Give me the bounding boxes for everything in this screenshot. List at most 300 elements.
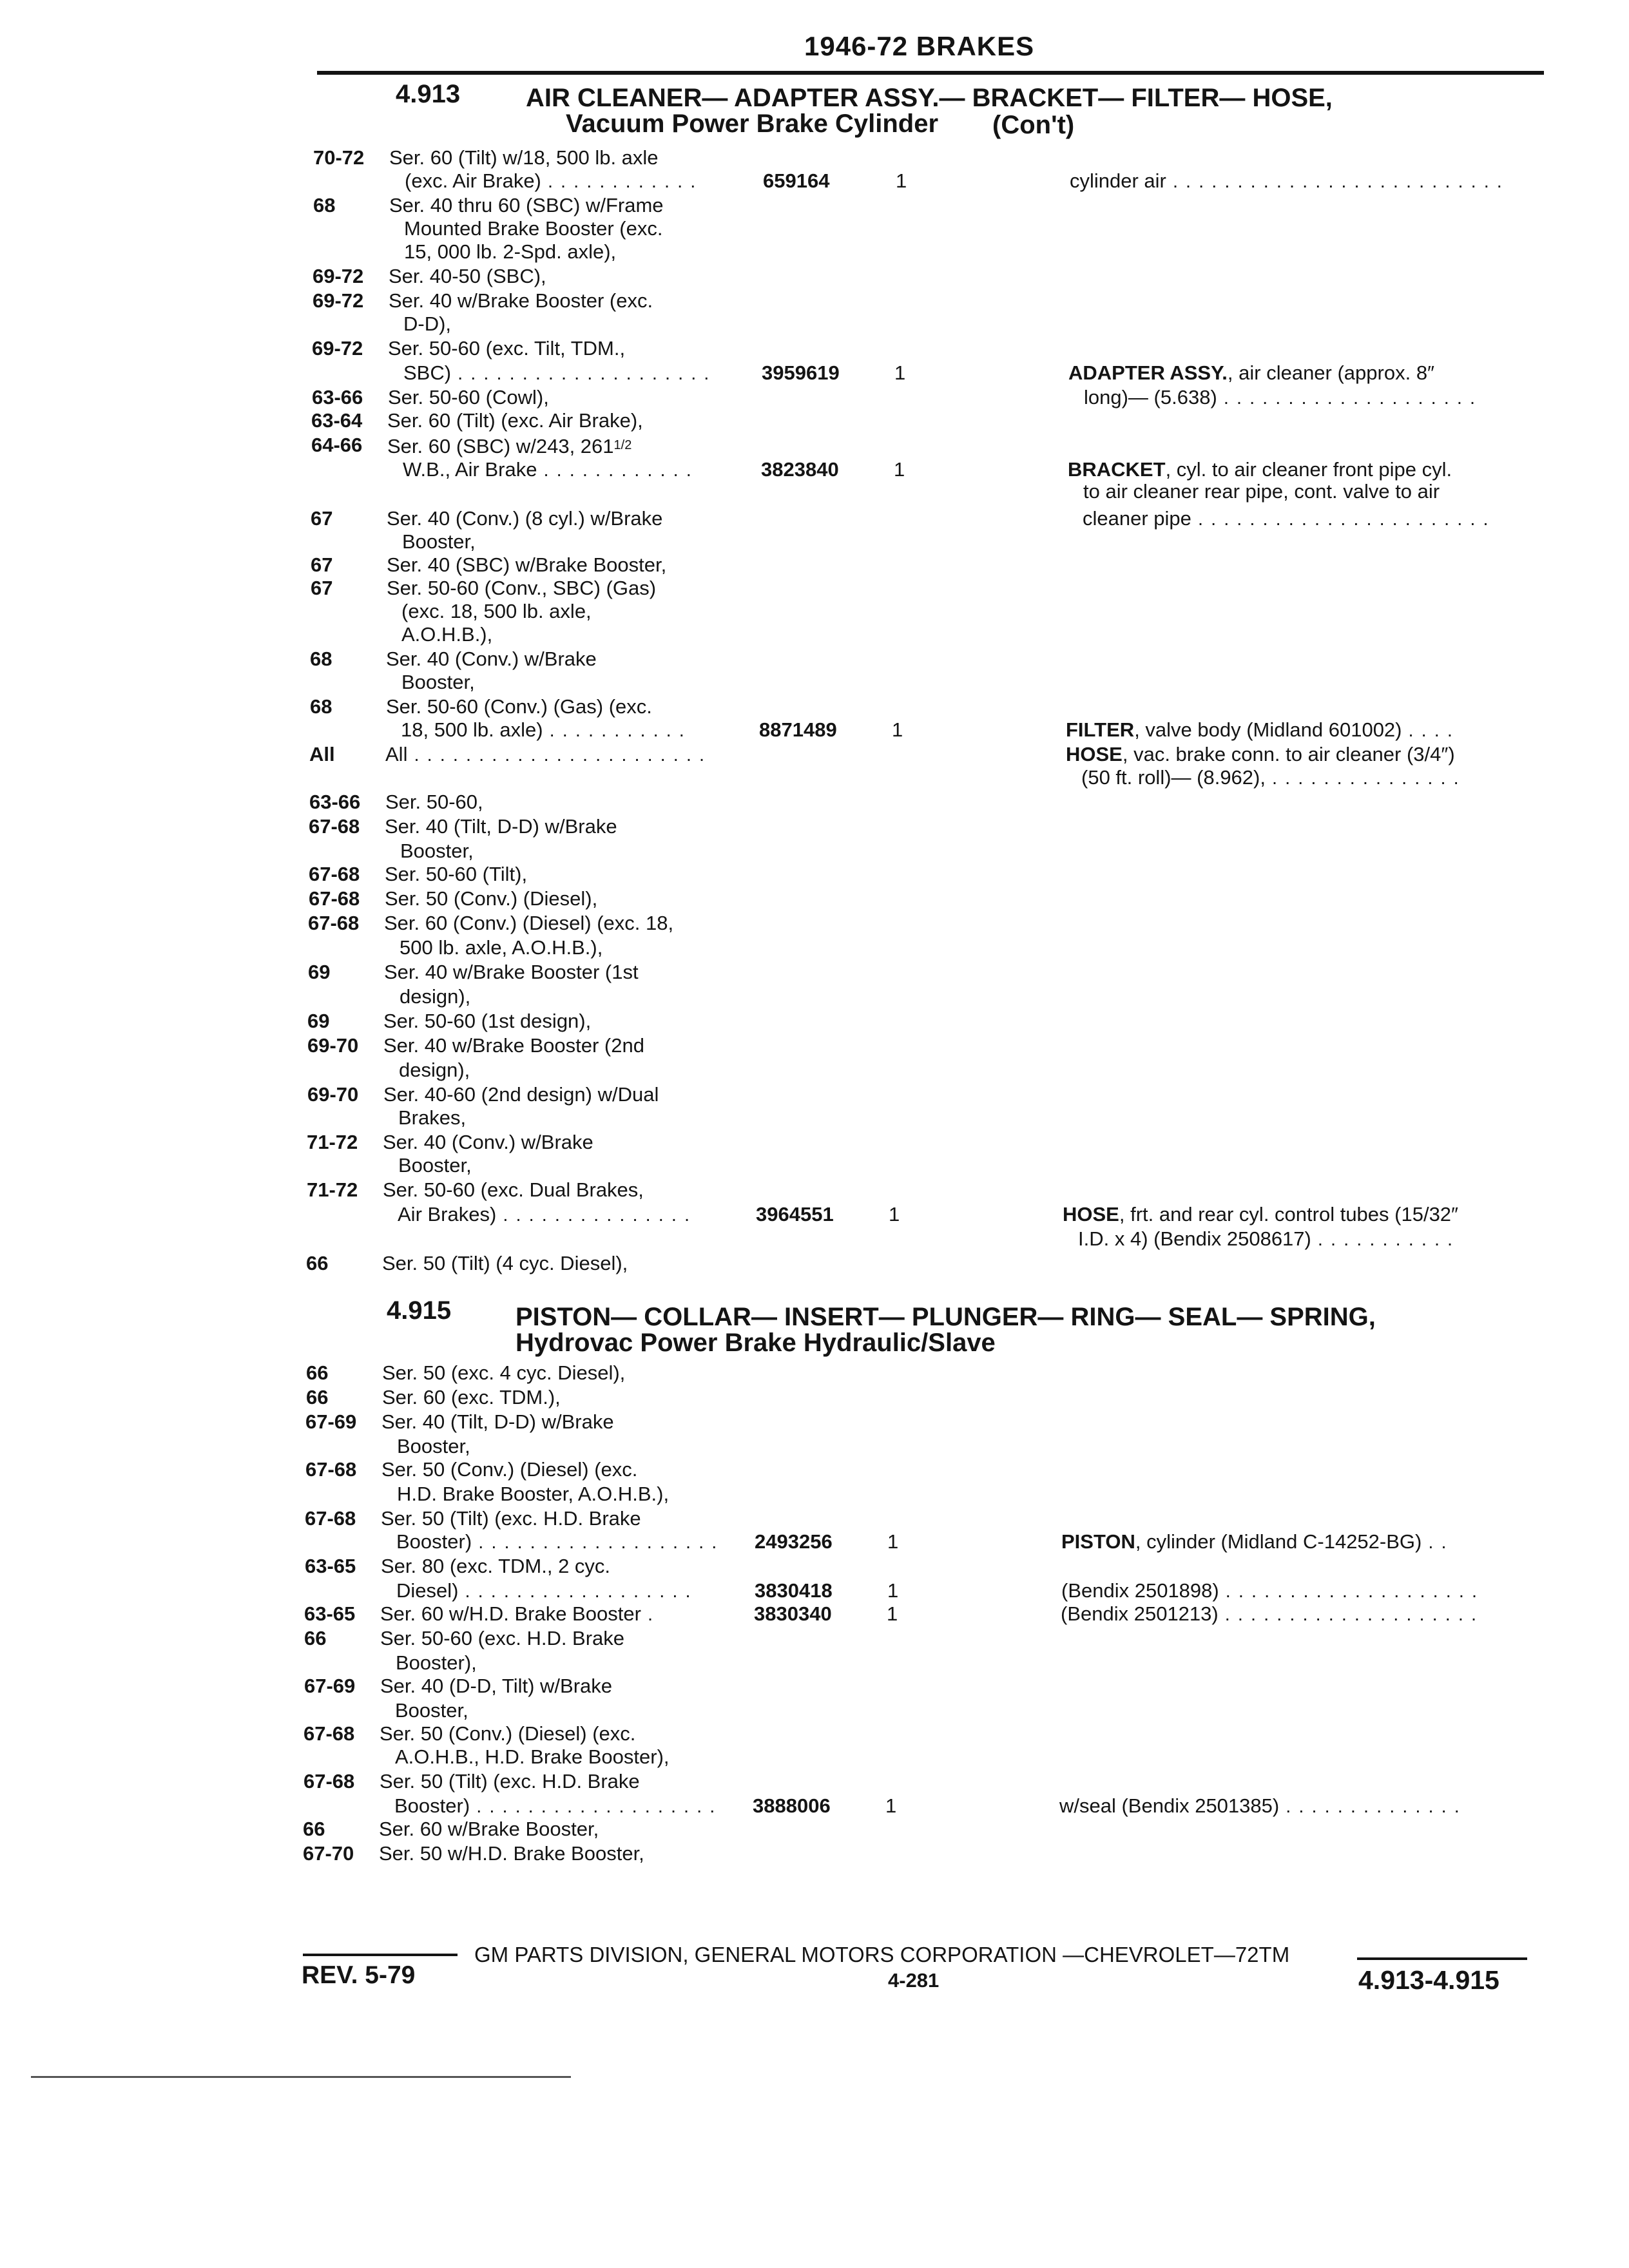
leader-dots: . . . . . . . . . . . . . . (1279, 1796, 1461, 1817)
table-row (305, 1506, 1547, 1531)
footer-rule-left (303, 1954, 458, 1956)
table-row (313, 216, 1547, 241)
description-text: (exc. 18, 500 lb. axle, (401, 600, 592, 622)
description-text: Booster), (396, 1651, 477, 1674)
table-row (310, 695, 1547, 719)
model-years: 67-68 (309, 815, 360, 838)
model-years: 63-66 (312, 386, 363, 408)
application-description (385, 814, 617, 839)
table-row (304, 1674, 1547, 1698)
part-number: 3959619 (762, 361, 840, 384)
description-text: W.B., Air Brake (403, 458, 537, 481)
part-name: FILTER (1066, 718, 1135, 741)
description-text: Ser. 50 (Conv.) (Diesel) (exc. (380, 1722, 636, 1745)
table-row (309, 790, 1547, 814)
application-description (380, 1602, 654, 1627)
application-description (385, 742, 706, 767)
table-row (312, 336, 1547, 361)
table-row (306, 1202, 1547, 1227)
application-description (387, 553, 666, 577)
description-text: All (385, 743, 408, 765)
part-description-text: , air cleaner (approx. 8″ (1227, 361, 1435, 384)
model-years: 70-72 (313, 146, 365, 169)
description-text: A.O.H.B.), (401, 623, 493, 646)
leader-dots: . . . . . . . . . . . . . . . . . . . . . . . (1191, 509, 1490, 530)
part-number: 2493256 (755, 1530, 833, 1553)
part-description (1061, 1530, 1448, 1555)
model-years: 67-69 (305, 1410, 357, 1433)
table-row (311, 506, 1547, 531)
application-description (398, 1202, 691, 1227)
table-row (313, 240, 1547, 264)
table-row (307, 1178, 1547, 1202)
table-row (304, 1626, 1547, 1651)
application-description (400, 839, 474, 863)
description-text: Ser. 40-50 (SBC), (389, 265, 546, 287)
table-row (308, 911, 1547, 936)
model-years: All (309, 743, 335, 765)
part-description-text: , valve body (Midland 601002) (1134, 718, 1402, 741)
application-description (386, 647, 597, 671)
quantity: 1 (896, 169, 907, 192)
scan-artifact-line (31, 2076, 571, 2078)
table-row (307, 1106, 1547, 1130)
section-number-4915: 4.915 (387, 1296, 452, 1325)
application-description (395, 1745, 670, 1769)
table-row (307, 1033, 1547, 1058)
description-text: Booster) (396, 1530, 472, 1553)
application-description (389, 264, 546, 289)
application-description (389, 193, 664, 218)
part-number: 659164 (763, 169, 830, 192)
application-description (398, 1153, 472, 1178)
description-text: Ser. 60 (exc. TDM.), (382, 1386, 561, 1408)
part-number: 3964551 (756, 1203, 834, 1225)
application-description (400, 936, 602, 960)
description-text: Ser. 40 w/Brake Booster (2nd (383, 1034, 644, 1057)
part-description (1068, 361, 1434, 385)
table-row (306, 1227, 1547, 1251)
part-name: BRACKET (1068, 458, 1166, 481)
table-row (311, 457, 1547, 482)
table-row (307, 1130, 1547, 1155)
application-description (383, 1009, 591, 1033)
description-text: Ser. 40 (Conv.) w/Brake (386, 648, 597, 670)
description-text: Ser. 60 w/Brake Booster, (379, 1818, 599, 1840)
footer-corporation: GM PARTS DIVISION, GENERAL MOTORS CORPORATION —CHEVROLET—72TM (474, 1943, 1290, 1966)
model-years: 68 (310, 648, 333, 670)
application-description (396, 1579, 692, 1604)
model-years: 68 (310, 695, 333, 718)
description-text: Ser. 60 (SBC) w/243, 261 (387, 435, 614, 457)
model-years: 67 (311, 507, 333, 530)
table-row (303, 1794, 1547, 1818)
application-description (387, 433, 631, 459)
description-text: Ser. 40 (Conv.) (8 cyl.) w/Brake (387, 507, 663, 530)
description-text: Booster, (402, 530, 476, 553)
description-text: Ser. 80 (exc. TDM., 2 cyc. (381, 1555, 611, 1577)
application-description (380, 1769, 640, 1794)
model-years: 71-72 (307, 1178, 358, 1201)
description-text: Mounted Brake Booster (exc. (404, 217, 663, 240)
application-description (400, 985, 470, 1009)
model-years: 67-68 (304, 1770, 355, 1792)
footer-page-number: 4-281 (888, 1969, 940, 1992)
part-description-text: cleaner pipe (1083, 507, 1191, 530)
footer-section-range: 4.913-4.915 (1358, 1965, 1499, 1995)
description-text: 18, 500 lb. axle) (401, 718, 543, 741)
description-text: Diesel) (396, 1579, 459, 1602)
application-description (395, 1698, 468, 1723)
model-years: 67-68 (305, 1507, 356, 1530)
model-years: 71-72 (307, 1131, 358, 1153)
description-text: A.O.H.B., H.D. Brake Booster), (395, 1745, 670, 1768)
description-text: Ser. 50 (Tilt) (4 cyc. Diesel), (382, 1252, 628, 1274)
table-row (310, 622, 1547, 647)
model-years: 67-68 (304, 1722, 355, 1745)
model-years: 69-70 (307, 1083, 359, 1106)
part-description-text: , vac. brake conn. to air cleaner (3/4″) (1122, 743, 1455, 765)
part-description (1061, 1579, 1478, 1604)
description-text: Ser. 40 w/Brake Booster (exc. (389, 289, 653, 312)
part-name: HOSE (1063, 1203, 1119, 1225)
model-years: 69-72 (313, 265, 364, 287)
application-description (401, 670, 475, 695)
table-row (305, 1434, 1547, 1459)
application-description (382, 1385, 561, 1410)
part-description (1068, 457, 1452, 482)
part-number: 8871489 (759, 718, 837, 741)
part-description (1084, 385, 1476, 410)
table-row (309, 718, 1547, 742)
description-text: Ser. 50 (Tilt) (exc. H.D. Brake (381, 1507, 641, 1530)
footer-rule-right (1357, 1957, 1527, 1960)
fraction: 1/2 (613, 438, 632, 452)
application-description (402, 530, 476, 554)
part-description-text: , cylinder (Midland C-14252-BG) (1135, 1530, 1422, 1553)
table-row (313, 289, 1547, 313)
part-description (1070, 169, 1503, 194)
table-row (307, 1153, 1547, 1178)
model-years: 67 (311, 553, 333, 576)
table-row (313, 146, 1547, 170)
table-row (310, 670, 1547, 695)
application-description (382, 1251, 628, 1276)
part-description-text: cylinder air (1070, 169, 1166, 192)
leader-dots: . . . . . . . . . . . . . . . . . . . . (451, 363, 711, 384)
application-description (405, 169, 697, 194)
description-text: Brakes, (398, 1106, 467, 1129)
description-text: Ser. 60 (Conv.) (Diesel) (exc. 18, (384, 912, 674, 934)
table-row (305, 1554, 1547, 1579)
table-row (304, 1745, 1547, 1769)
application-description (387, 576, 656, 601)
table-row (305, 1579, 1547, 1603)
description-text: D-D), (403, 312, 452, 335)
application-description (379, 1817, 599, 1841)
leader-dots: . . . . (1402, 720, 1454, 741)
table-row (309, 839, 1547, 863)
part-name: ADAPTER ASSY. (1068, 361, 1228, 384)
application-description (384, 960, 639, 985)
table-row (309, 862, 1547, 887)
table-row (312, 361, 1547, 385)
application-description (383, 1130, 593, 1155)
leader-dots: . . . . . . . . . . . . . . . (496, 1205, 691, 1225)
section-title-4913-line1: AIR CLEANER— ADAPTER ASSY.— BRACKET— FILTER— HOSE, (526, 84, 1333, 112)
table-row (309, 887, 1547, 911)
description-text: 500 lb. axle, A.O.H.B.), (400, 936, 603, 959)
table-row (310, 599, 1547, 624)
table-row (310, 647, 1547, 671)
model-years: 69-70 (307, 1034, 359, 1057)
application-description (389, 146, 659, 170)
table-row (303, 1841, 1547, 1866)
table-row (307, 1009, 1547, 1033)
application-description (389, 289, 653, 313)
application-description (386, 695, 652, 719)
description-text: Ser. 50-60 (Conv., SBC) (Gas) (387, 577, 657, 599)
part-description-text: w/seal (Bendix 2501385) (1059, 1794, 1280, 1817)
application-description (385, 862, 527, 887)
table-row (306, 1361, 1547, 1385)
table-row (311, 479, 1547, 504)
part-name: PISTON (1061, 1530, 1135, 1553)
application-description (385, 790, 483, 814)
model-years: 69-72 (312, 337, 363, 360)
application-description (380, 1626, 624, 1651)
table-row (304, 1722, 1547, 1746)
quantity: 1 (887, 1530, 899, 1553)
description-text: Ser. 50 w/H.D. Brake Booster, (379, 1842, 644, 1865)
part-description-text: (Bendix 2501213) (1061, 1602, 1219, 1625)
application-description (399, 1058, 470, 1082)
part-number: 3823840 (761, 458, 839, 481)
description-text: Ser. 50-60 (1st design), (383, 1010, 592, 1032)
table-row (306, 1385, 1547, 1410)
table-row (312, 312, 1547, 336)
application-description (388, 336, 625, 361)
table-row (308, 960, 1547, 985)
model-years: 66 (306, 1361, 329, 1384)
description-text: Ser. 50-60 (exc. Tilt, TDM., (388, 337, 626, 360)
application-description (383, 1082, 659, 1107)
application-description (380, 1722, 635, 1746)
model-years: 67-68 (308, 912, 360, 934)
model-years: 67-68 (305, 1458, 357, 1481)
application-description (381, 1457, 637, 1482)
application-description (379, 1841, 644, 1866)
table-row (308, 985, 1547, 1009)
model-years: 68 (313, 194, 336, 216)
part-description-text: , cyl. to air cleaner front pipe cyl. (1165, 458, 1452, 481)
part-description-text: to air cleaner rear pipe, cont. valve to air (1083, 480, 1440, 503)
application-description (403, 312, 451, 336)
application-description (398, 1106, 466, 1130)
application-description (396, 1530, 718, 1555)
quantity: 1 (892, 718, 903, 741)
description-text: Ser. 50-60 (Cowl), (388, 386, 549, 408)
part-description-text: , frt. and rear cyl. control tubes (15/32″ (1119, 1203, 1459, 1225)
description-text: Ser. 40 w/Brake Booster (1st (384, 961, 639, 983)
application-description (382, 1361, 625, 1385)
part-description-text: I.D. x 4) (Bendix 2508617) (1078, 1227, 1311, 1250)
leader-dots: . . . . . . . . . . . . . . . . . . . . (1217, 388, 1477, 408)
model-years: 66 (304, 1627, 327, 1649)
table-row (309, 814, 1547, 839)
description-text: Booster) (394, 1794, 470, 1817)
application-description (401, 622, 492, 647)
description-text: Ser. 50 (Conv.) (Diesel) (exc. (381, 1458, 638, 1481)
section-title-4913-line2: Vacuum Power Brake Cylinder (566, 110, 939, 138)
application-description (404, 240, 616, 264)
table-row (306, 1251, 1547, 1276)
application-description (397, 1482, 669, 1506)
model-years: 63-64 (311, 409, 363, 432)
table-row (303, 1817, 1547, 1841)
application-description (394, 1794, 716, 1819)
table-row (313, 264, 1547, 289)
quantity: 1 (885, 1794, 897, 1817)
leader-dots: . . . . . . . . . . . . . . . . . . . . (1219, 1581, 1479, 1602)
leader-dots: . . . . . . . . . . . . . . . (1265, 768, 1460, 789)
description-text: Ser. 50-60 (Tilt), (385, 863, 528, 885)
table-row (311, 408, 1547, 433)
description-text: Ser. 50 (Tilt) (exc. H.D. Brake (380, 1770, 640, 1792)
section-number-4913: 4.913 (396, 80, 461, 108)
description-text: Ser. 50-60 (exc. H.D. Brake (380, 1627, 625, 1649)
description-text: Booster, (400, 840, 474, 862)
leader-dots: . . . . . . . . . . . . . . . . . . . (470, 1796, 717, 1817)
model-years: 67-69 (304, 1675, 356, 1697)
part-description (1066, 718, 1454, 743)
description-text: (exc. Air Brake) (405, 169, 541, 192)
part-description (1059, 1794, 1461, 1819)
model-years: 67 (311, 577, 333, 599)
table-row (311, 576, 1547, 601)
model-years: 63-65 (304, 1602, 356, 1625)
part-number: 3830340 (754, 1602, 832, 1625)
application-description (381, 1410, 614, 1434)
description-text: Booster, (401, 671, 475, 693)
leader-dots: . (641, 1604, 655, 1625)
application-description (397, 1434, 470, 1459)
part-description (1083, 506, 1490, 532)
application-description (401, 599, 592, 624)
description-text: Ser. 60 (Tilt) w/18, 500 lb. axle (389, 146, 659, 169)
application-description (388, 385, 549, 410)
footer-revision: REV. 5-79 (302, 1961, 416, 1989)
model-years: 69 (308, 961, 331, 983)
section-title-4913-suffix: (Con't) (992, 111, 1075, 139)
section-title-4915-line2: Hydrovac Power Brake Hydraulic/Slave (516, 1329, 996, 1357)
description-text: Ser. 50 (Conv.) (Diesel), (385, 887, 598, 910)
table-row (307, 1058, 1547, 1082)
quantity: 1 (887, 1579, 899, 1602)
description-text: Booster, (398, 1154, 472, 1177)
leader-dots: . . (1422, 1532, 1448, 1553)
leader-dots: . . . . . . . . . . . . (541, 171, 697, 192)
part-description (1066, 742, 1455, 767)
description-text: Ser. 40 thru 60 (SBC) w/Frame (389, 194, 664, 216)
table-row (308, 936, 1547, 960)
model-years: 67-68 (309, 887, 360, 910)
description-text: Ser. 40 (Tilt, D-D) w/Brake (381, 1410, 614, 1433)
quantity: 1 (889, 1203, 900, 1225)
table-row (312, 385, 1547, 410)
application-description (381, 1554, 610, 1579)
description-text: SBC) (403, 361, 452, 384)
table-row (313, 169, 1547, 193)
model-years: 69-72 (313, 289, 364, 312)
model-years: 67-68 (309, 863, 360, 885)
application-description (381, 1506, 641, 1531)
model-years: 63-66 (309, 791, 361, 813)
model-years: 63-65 (305, 1555, 356, 1577)
table-row (313, 193, 1547, 218)
header-rule (317, 71, 1544, 75)
table-row (304, 1769, 1547, 1794)
description-text: H.D. Brake Booster, A.O.H.B.), (397, 1483, 670, 1505)
model-years: 66 (306, 1252, 329, 1274)
model-years: 67-70 (303, 1842, 354, 1865)
table-row (309, 765, 1547, 790)
application-description (387, 408, 643, 433)
section-title-4915-line1: PISTON— COLLAR— INSERT— PLUNGER— RING— SEAL— SPRING, (516, 1303, 1376, 1331)
application-description (383, 1033, 644, 1058)
description-text: Ser. 50-60 (Conv.) (Gas) (exc. (386, 695, 652, 718)
description-text: Ser. 60 w/H.D. Brake Booster (380, 1602, 641, 1625)
description-text: Ser. 40 (Tilt, D-D) w/Brake (385, 815, 617, 838)
part-number: 3888006 (753, 1794, 831, 1817)
application-description (385, 887, 597, 911)
description-text: Ser. 40-60 (2nd design) w/Dual (383, 1083, 659, 1106)
table-row (304, 1651, 1547, 1675)
description-text: Ser. 60 (Tilt) (exc. Air Brake), (387, 409, 643, 432)
description-text: Ser. 50-60, (385, 791, 483, 813)
table-row (304, 1602, 1547, 1626)
description-text: Booster, (395, 1699, 468, 1722)
description-text: Air Brakes) (398, 1203, 497, 1225)
leader-dots: . . . . . . . . . . . . . . . . . . . (472, 1532, 718, 1553)
description-text: Booster, (397, 1435, 470, 1457)
quantity: 1 (894, 361, 906, 384)
part-number: 3830418 (755, 1579, 833, 1602)
table-row (305, 1410, 1547, 1434)
part-description-text: (Bendix 2501898) (1061, 1579, 1219, 1602)
application-description (380, 1674, 612, 1698)
model-years: 66 (303, 1818, 325, 1840)
description-text: Ser. 40 (SBC) w/Brake Booster, (387, 553, 667, 576)
table-row (311, 553, 1547, 577)
description-text: Ser. 40 (D-D, Tilt) w/Brake (380, 1675, 613, 1697)
quantity: 1 (894, 458, 905, 481)
running-head: 1946-72 BRAKES (804, 31, 1035, 61)
part-description (1078, 1227, 1454, 1252)
quantity: 1 (887, 1602, 898, 1625)
table-row (305, 1482, 1547, 1506)
leader-dots: . . . . . . . . . . . . (537, 460, 693, 481)
description-text: design), (400, 985, 471, 1008)
description-text: Ser. 40 (Conv.) w/Brake (383, 1131, 593, 1153)
description-text: Ser. 50 (exc. 4 cyc. Diesel), (382, 1361, 626, 1384)
leader-dots: . . . . . . . . . . . . . . . . . . (458, 1581, 692, 1602)
leader-dots: . . . . . . . . . . . . . . . . . . . . (1218, 1604, 1478, 1625)
part-name: HOSE (1066, 743, 1123, 765)
part-description-text: (50 ft. roll)— (8.962), (1081, 766, 1266, 789)
application-description (401, 718, 686, 743)
part-description (1061, 1602, 1478, 1627)
